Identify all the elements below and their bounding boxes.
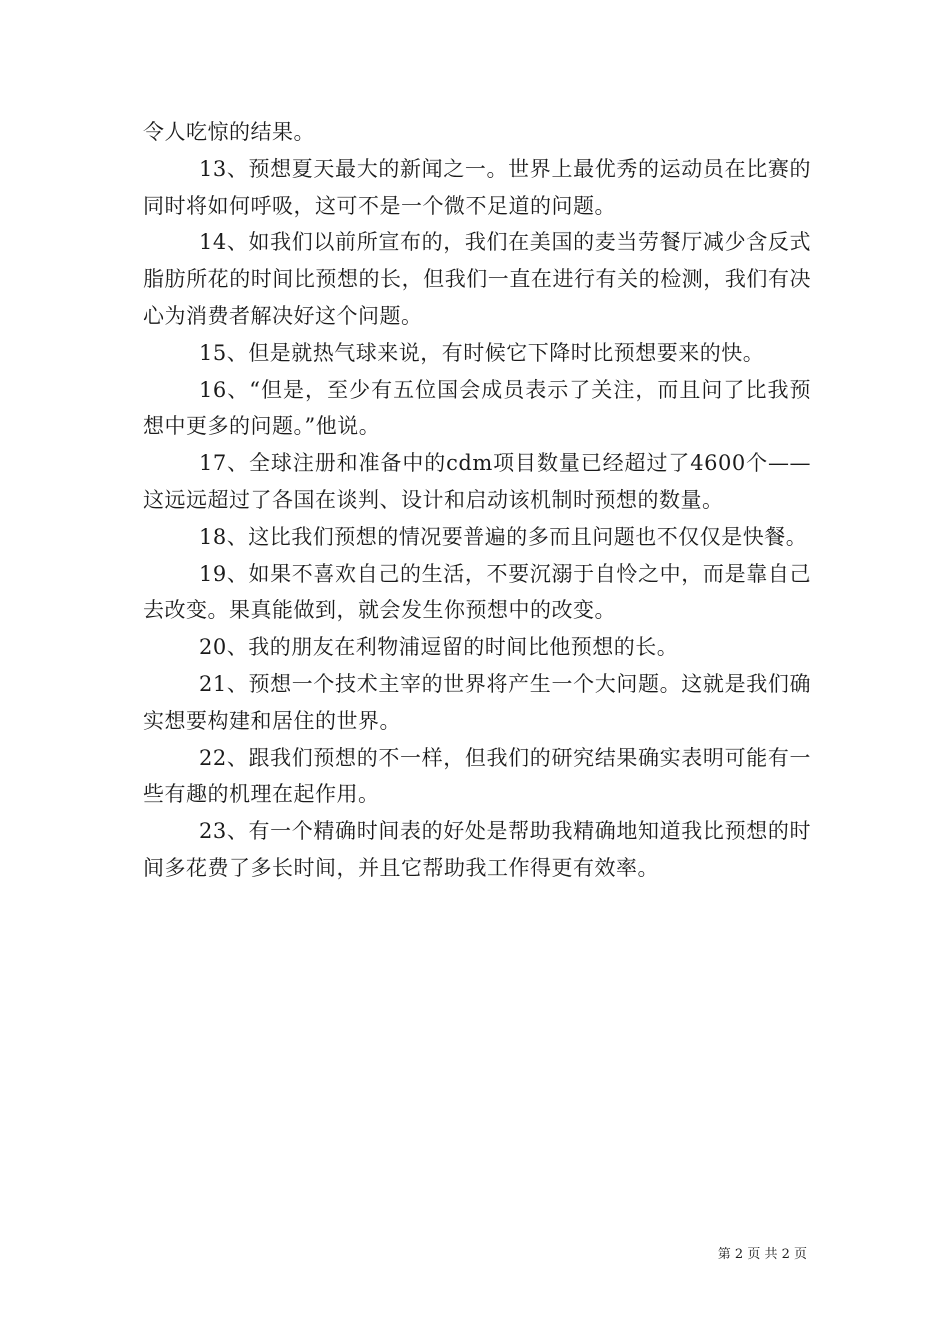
paragraph-21: 21、预想一个技术主宰的世界将产生一个大问题。这就是我们确实想要构建和居住的世界。 — [143, 671, 811, 733]
paragraph-22: 22、跟我们预想的不一样，但我们的研究结果确实表明可能有一些有趣的机理在起作用。 — [143, 745, 811, 807]
paragraph-14: 14、如我们以前所宣布的，我们在美国的麦当劳餐厅减少含反式脂肪所花的时间比预想的长，但我们一直在进行有关的检测，我们有决心为消费者解决好这个问题。 — [143, 230, 811, 328]
paragraph-15: 15、但是就热气球来说，有时候它下降时比预想要来的快。 — [199, 340, 765, 365]
paragraph-23: 23、有一个精确时间表的好处是帮助我精确地知道我比预想的时间多花费了多长时间，并且它帮助我工作得更有效率。 — [143, 819, 811, 880]
paragraph-16: 16、“但是，至少有五位国会成员表示了关注，而且问了比我预想中更多的问题。”他说。 — [143, 377, 811, 439]
paragraph-18: 18、这比我们预想的情况要普遍的多而且问题也不仅仅是快餐。 — [199, 524, 808, 549]
paragraph-continuation: 令人吃惊的结果。 — [143, 120, 315, 144]
paragraph-20: 20、我的朋友在利物浦逗留的时间比他预想的长。 — [199, 635, 679, 660]
page-number-footer: 第 2 页 共 2 页 — [717, 1247, 807, 1262]
paragraph-17: 17、全球注册和准备中的cdm项目数量已经超过了4600个——这远远超过了各国在谈判、设计和启动该机制时预想的数量。 — [143, 451, 811, 512]
document-body — [143, 114, 811, 887]
paragraph-19: 19、如果不喜欢自己的生活，不要沉溺于自怜之中，而是靠自己去改变。果真能做到，就会发生你预想中的改变。 — [143, 561, 811, 623]
paragraph-13: 13、预想夏天最大的新闻之一。世界上最优秀的运动员在比赛的同时将如何呼吸，这可不是一个微不足道的问题。 — [143, 156, 811, 218]
